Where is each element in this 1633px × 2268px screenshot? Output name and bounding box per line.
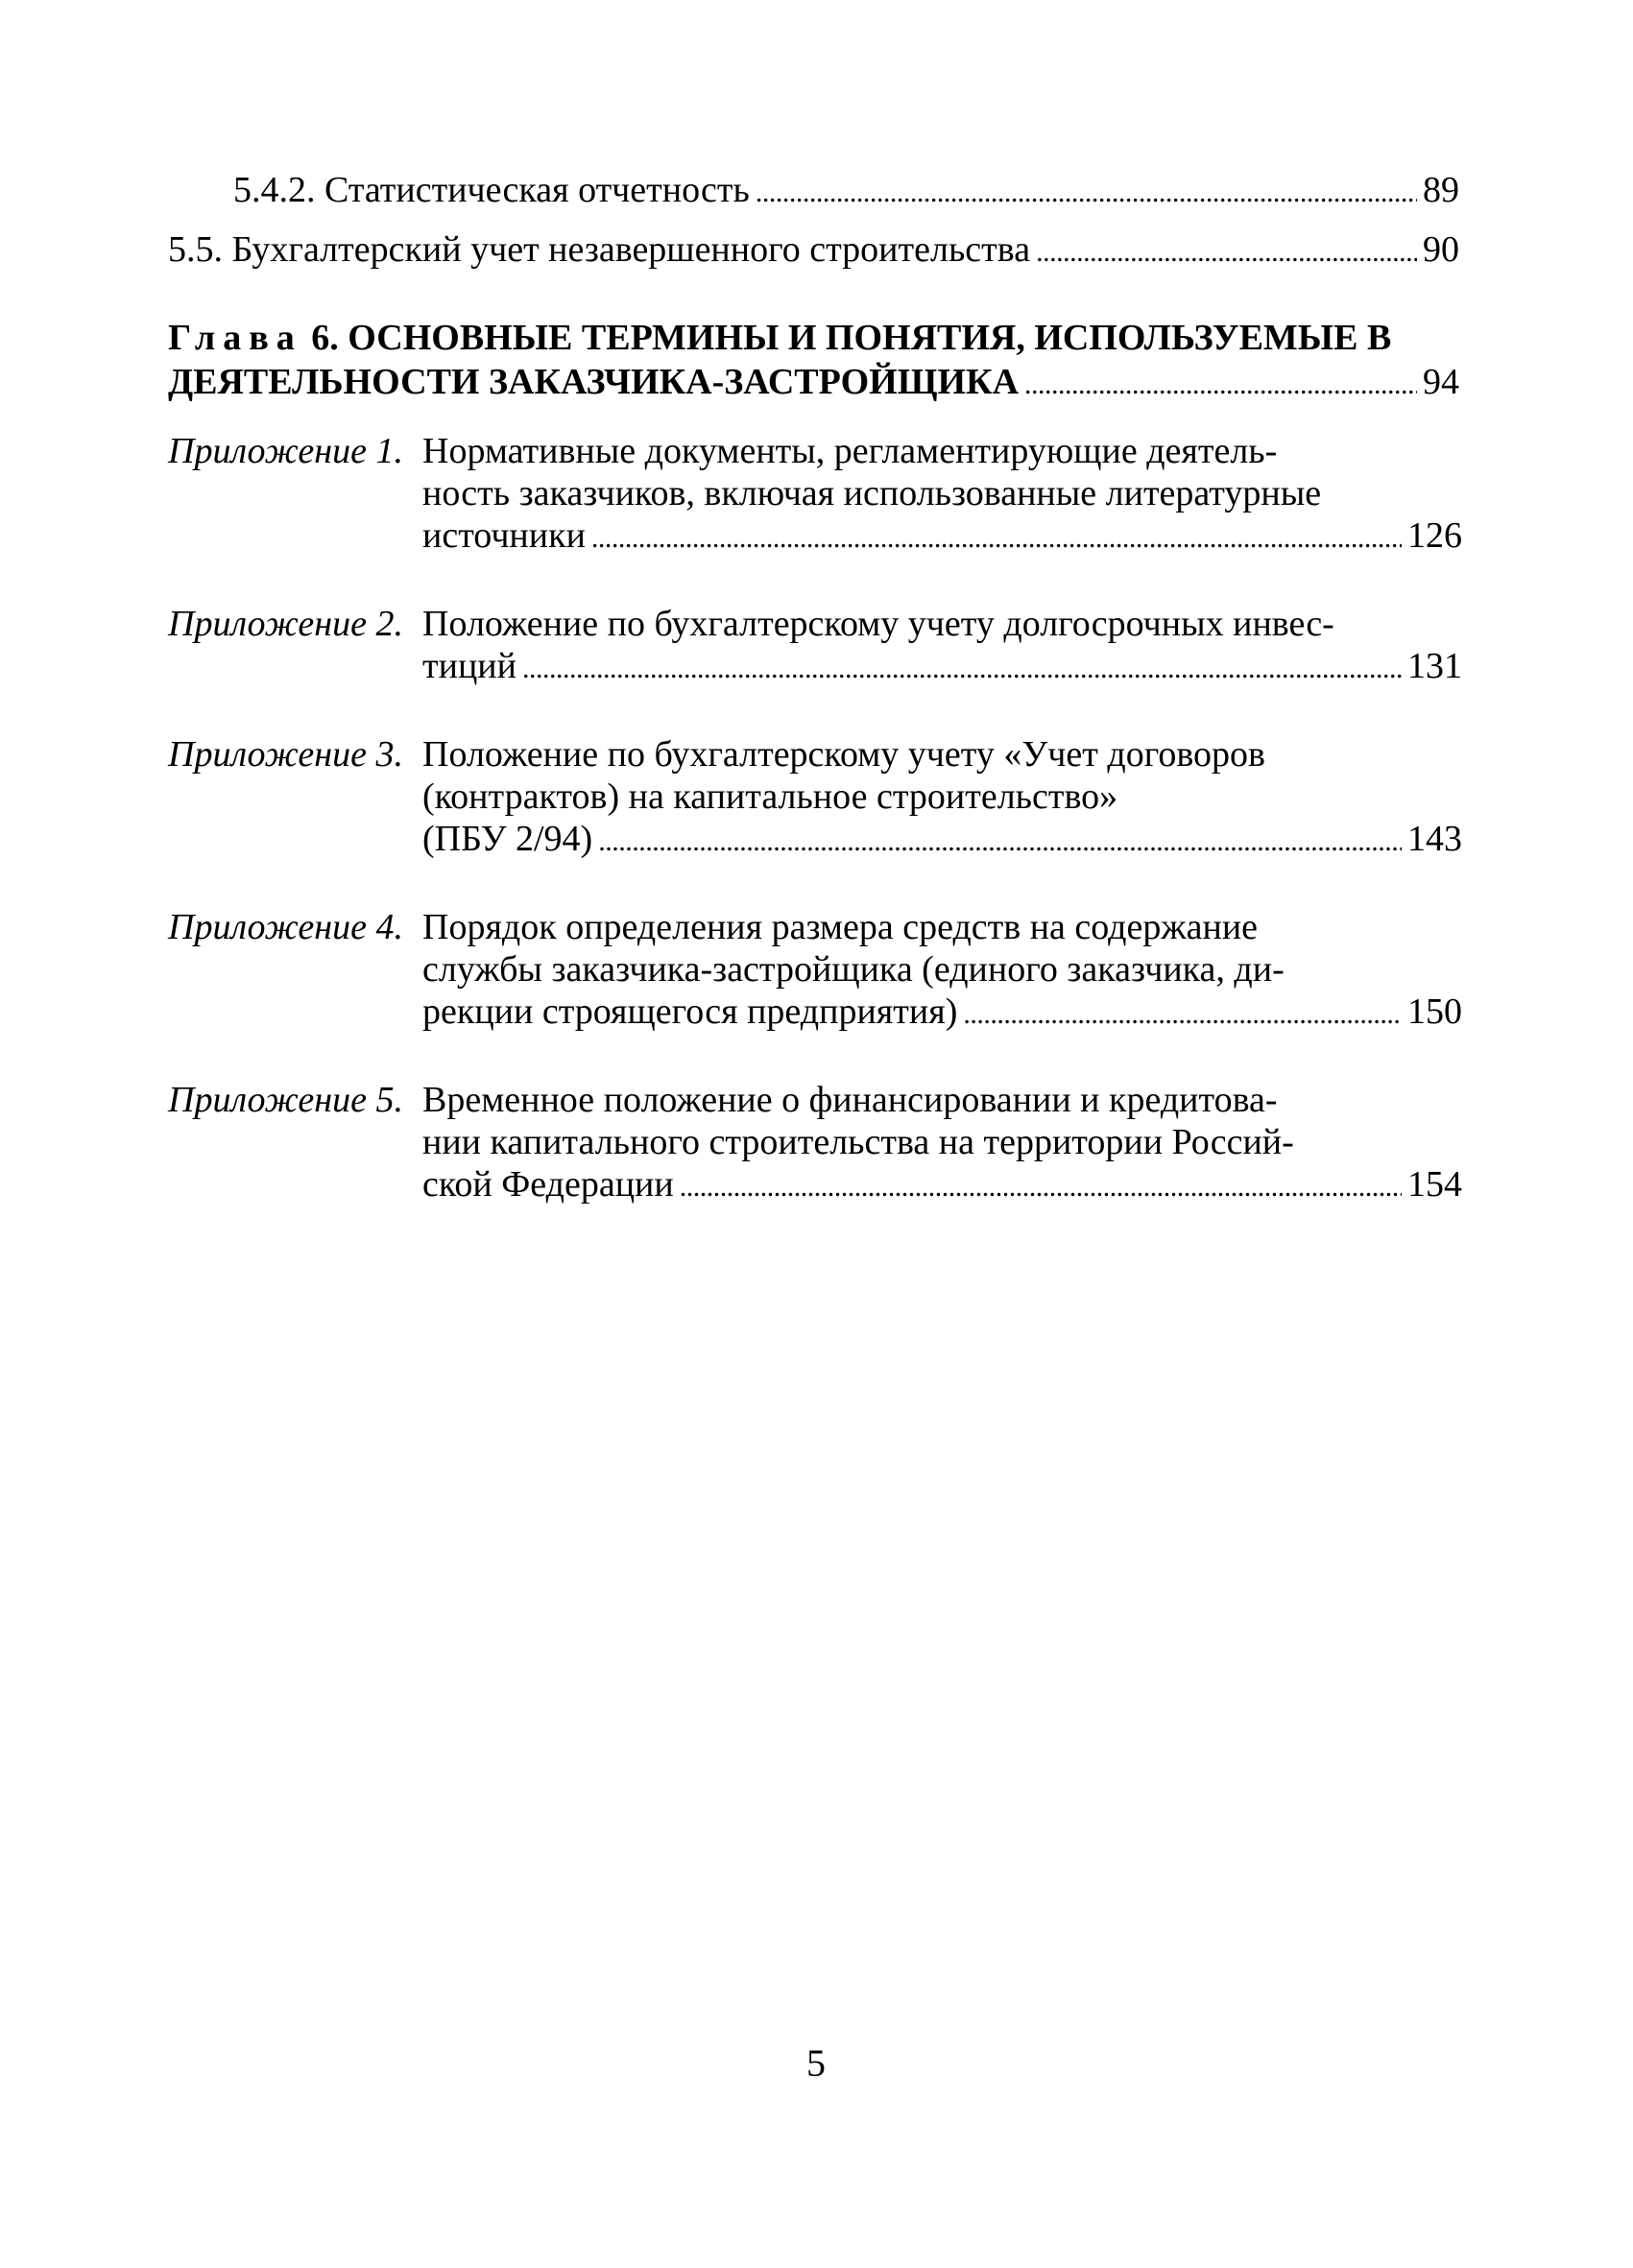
dot-leader — [756, 169, 1417, 214]
toc-entry-page: 90 — [1423, 229, 1459, 270]
page-number: 5 — [806, 2041, 826, 2085]
dot-leader — [963, 991, 1402, 1036]
appendix-2-line-2 — [422, 645, 1462, 690]
appendix-3-line-2: (контрактов) на капитальное строительство» — [422, 776, 1118, 817]
appendix-5-line-1: Временное положение о финансировании и кредитова- — [422, 1080, 1278, 1120]
appendix-3-line-3 — [422, 818, 1462, 863]
toc-entry-5-4-2 — [233, 169, 1459, 214]
appendix-5-line-2: нии капитального строительства на территории Россий- — [422, 1122, 1294, 1162]
toc-entry-page: 150 — [1407, 991, 1462, 1032]
chapter-prefix: Глава — [168, 318, 302, 358]
dot-leader — [1036, 228, 1417, 274]
toc-entry-page: 154 — [1407, 1164, 1462, 1205]
dot-leader — [591, 514, 1402, 560]
appendix-1-line-3 — [422, 514, 1462, 560]
dot-leader — [522, 645, 1402, 690]
chapter-6-heading-line-1 — [168, 317, 1391, 359]
appendix-4-line-2: службы заказчика-застройщика (единого заказчика, ди- — [422, 949, 1285, 990]
dot-leader — [680, 1163, 1402, 1208]
appendix-4-line-3 — [422, 991, 1462, 1036]
toc-entry-page: 143 — [1407, 819, 1462, 859]
chapter-title-line-1: 6. ОСНОВНЫЕ ТЕРМИНЫ И ПОНЯТИЯ, ИСПОЛЬЗУЕМЫЕ В — [301, 318, 1392, 358]
appendix-4-label: Приложение 4. — [168, 907, 403, 947]
toc-entry-title: 5.4.2. Статистическая отчетность — [233, 170, 750, 210]
appendix-3-label: Приложение 3. — [168, 734, 403, 775]
appendix-5-label: Приложение 5. — [168, 1080, 403, 1120]
dot-leader — [1024, 361, 1417, 406]
appendix-1-line-2: ность заказчиков, включая использованные литературные — [422, 473, 1322, 513]
toc-entry-title: (ПБУ 2/94) — [422, 819, 593, 859]
appendix-3-line-1: Положение по бухгалтерскому учету «Учет договоров — [422, 734, 1265, 775]
chapter-title-line-2: ДЕЯТЕЛЬНОСТИ ЗАКАЗЧИКА-ЗАСТРОЙЩИКА — [168, 362, 1020, 402]
appendix-2-line-1: Положение по бухгалтерскому учету долгосрочных инвес- — [422, 604, 1334, 644]
toc-entry-page: 89 — [1423, 170, 1459, 210]
dot-leader — [598, 818, 1402, 863]
toc-entry-title: тиций — [422, 646, 516, 686]
appendix-4-line-1: Порядок определения размера средств на содержание — [422, 907, 1259, 947]
toc-entry-page: 131 — [1407, 646, 1462, 686]
toc-entry-title: источники — [422, 515, 586, 556]
appendix-2-label: Приложение 2. — [168, 604, 403, 644]
toc-entry-title: рекции строящегося предприятия) — [422, 991, 958, 1032]
toc-entry-title: ской Федерации — [422, 1164, 674, 1205]
toc-entry-page: 126 — [1407, 515, 1462, 556]
appendix-1-line-1: Нормативные документы, регламентирующие деятель- — [422, 431, 1278, 471]
toc-entry-title: 5.5. Бухгалтерский учет незавершенного строительства — [168, 229, 1031, 270]
chapter-6-heading-line-2 — [168, 361, 1459, 406]
toc-entry-5-5 — [168, 228, 1459, 274]
toc-entry-page: 94 — [1423, 362, 1459, 402]
appendix-1-label: Приложение 1. — [168, 431, 403, 471]
appendix-5-line-3 — [422, 1163, 1462, 1208]
